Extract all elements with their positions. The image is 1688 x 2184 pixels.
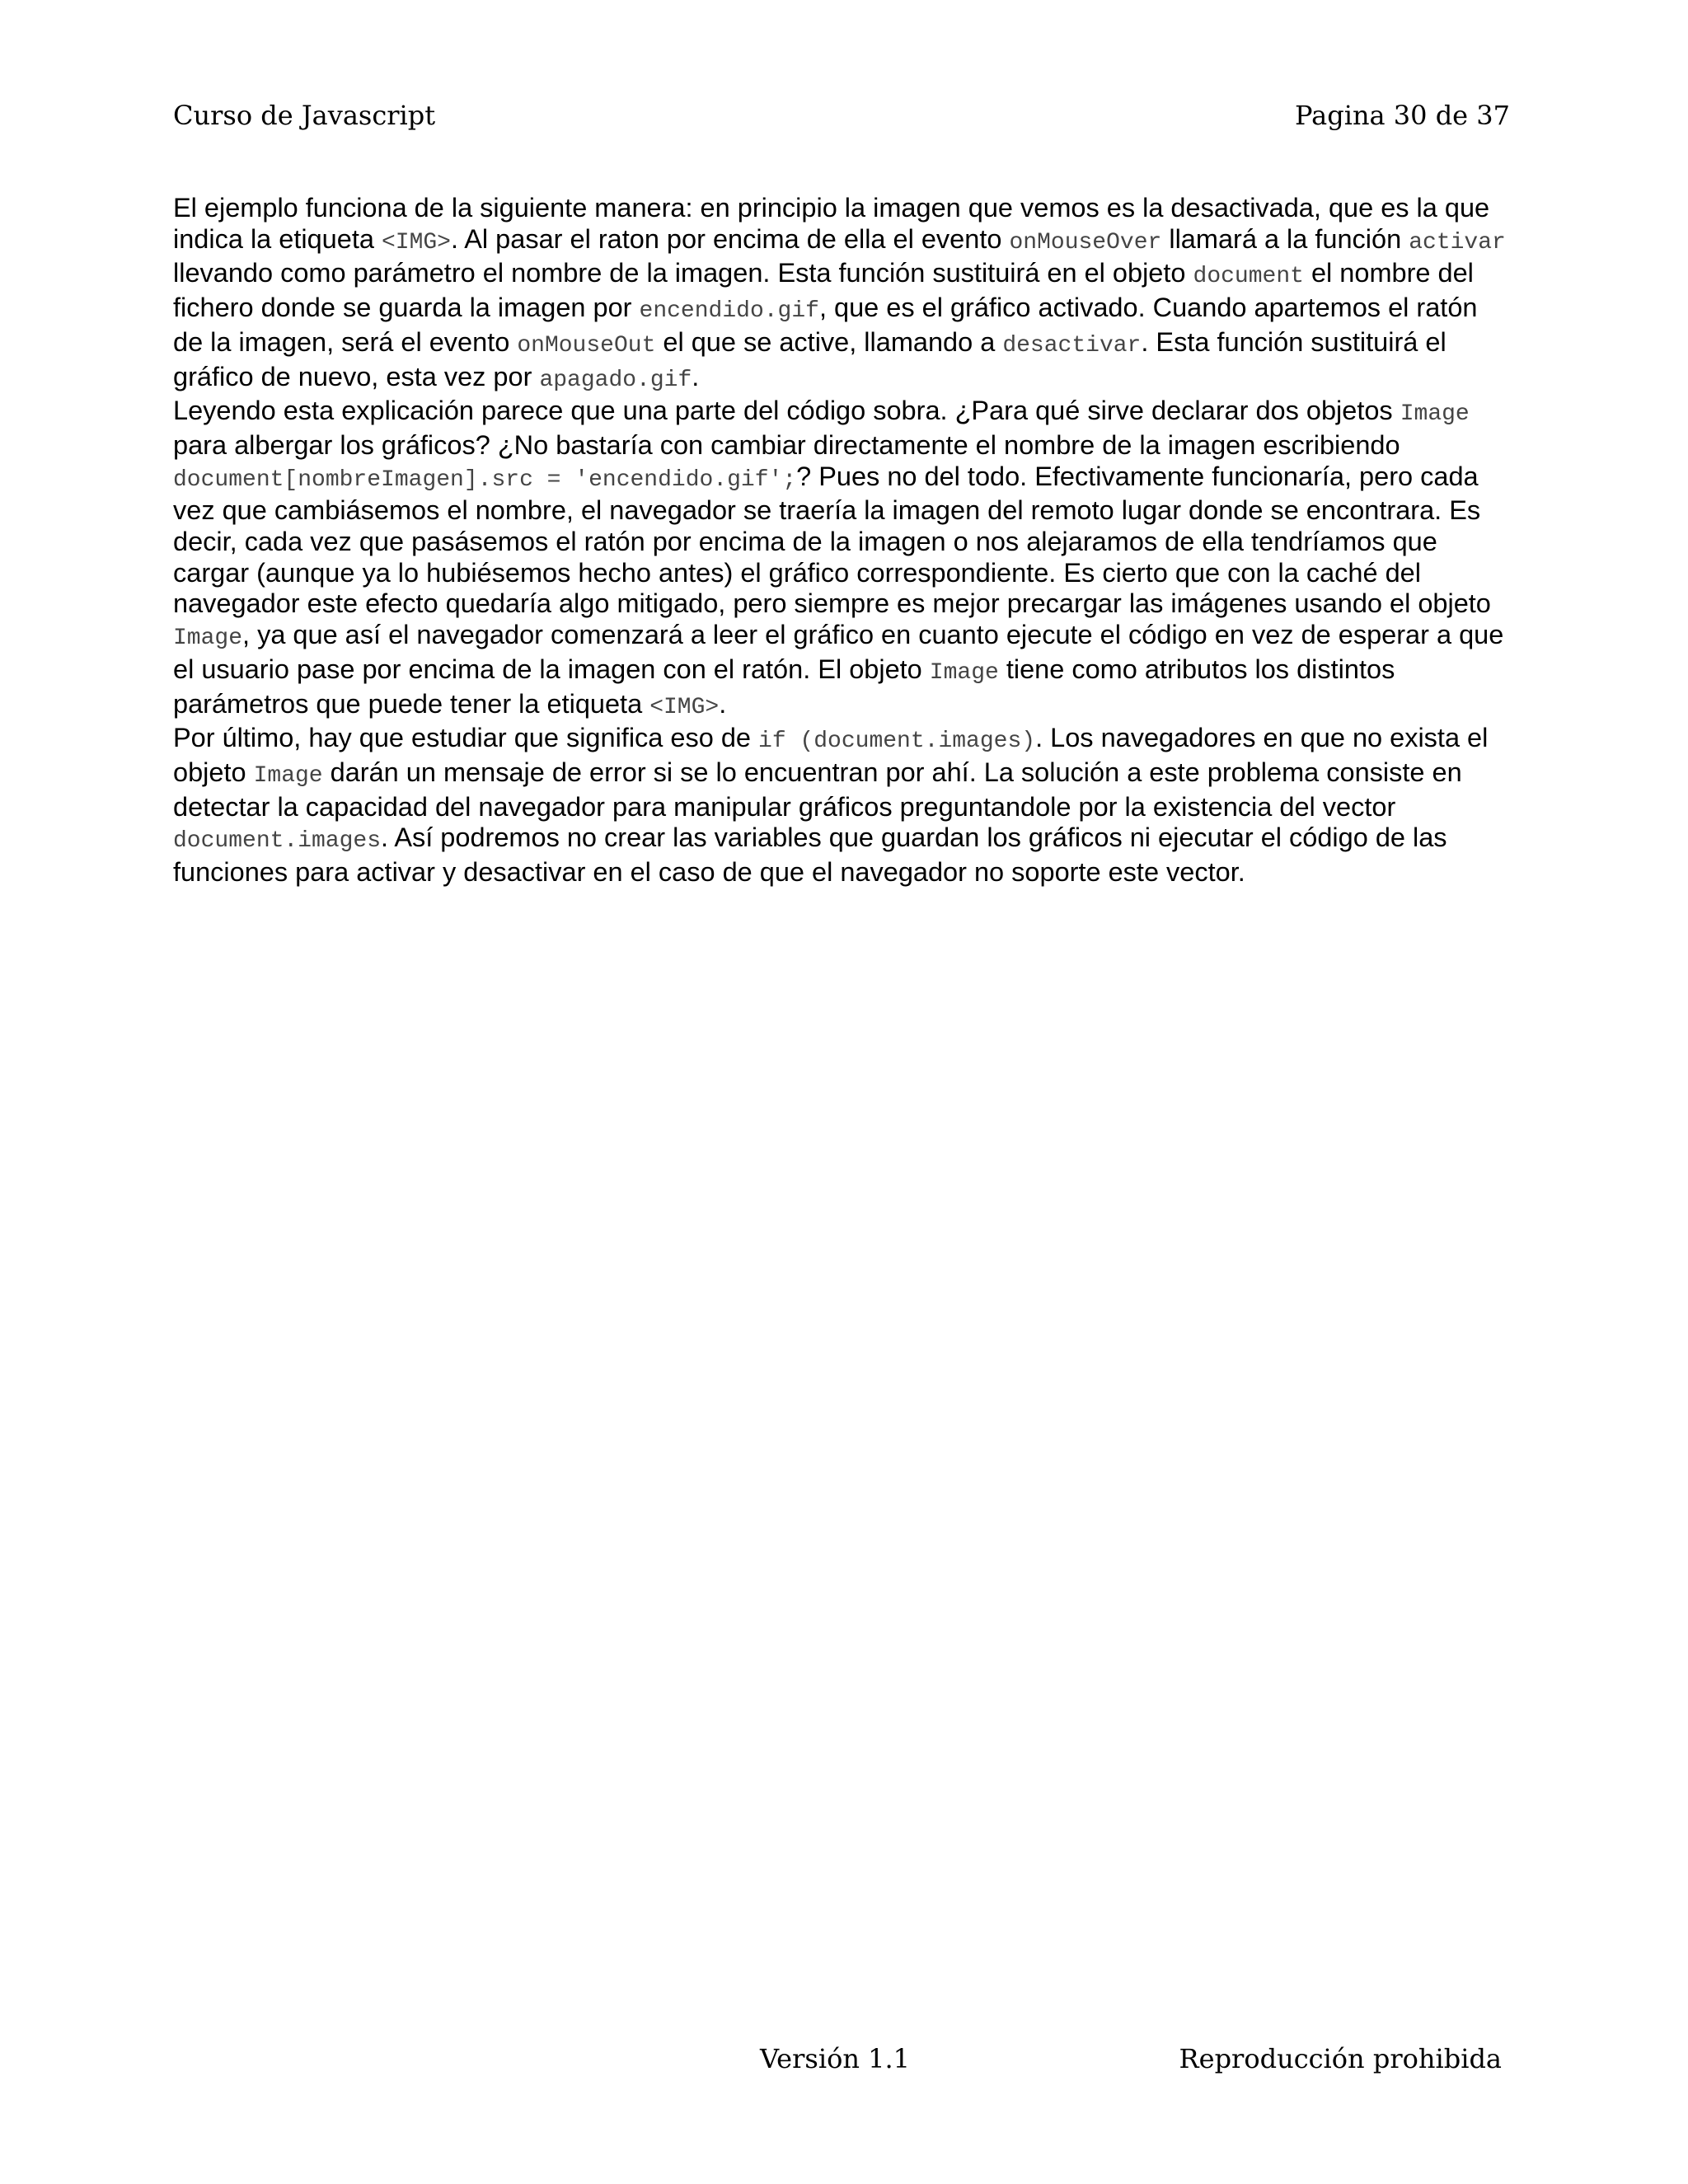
text-run: , ya que así el navegador comenzará a leer el gráfico en cuanto ejecute el código en vez de esperar a que el usuario pase por encima de la imagen con el ratón. El objeto: [173, 620, 1504, 684]
text-run: . Así podremos no crear las variables que guardan los gráficos ni ejecutar el código de las funciones para activar y desactivar en el caso de que el navegador no soporte este vector.: [173, 823, 1447, 888]
text-run: El ejemplo funciona de la siguiente manera: en principio la imagen que vemos es la desactivada, que es la que indica la etiqueta: [173, 193, 1490, 254]
footer-notice: Reproducción prohibida: [1179, 2043, 1502, 2074]
text-run: , que es el gráfico activado. Cuando apartemos el ratón de la imagen, será el evento: [173, 293, 1478, 357]
inline-code: encendido.gif: [639, 298, 819, 325]
text-run: llamará a la función: [1161, 223, 1409, 254]
text-run: . Los navegadores en que no exista el objeto: [173, 723, 1489, 787]
text-run: tiene como atributos los distintos parámetros que puede tener la etiqueta: [173, 654, 1395, 719]
text-run: Leyendo esta explicación parece que una parte del código sobra. ¿Para qué sirve declarar dos objetos: [173, 396, 1400, 426]
text-run: el que se active, llamando a: [655, 326, 1003, 357]
text-run: . Esta función sustituirá el gráfico de nuevo, esta vez por: [173, 326, 1447, 391]
inline-code: desactivar: [1002, 332, 1142, 359]
text-run: Por último, hay que estudiar que significa eso de: [173, 723, 759, 753]
inline-code: <IMG>: [381, 229, 451, 255]
text-run: para albergar los gráficos? ¿No bastaría con cambiar directamente el nombre de la imagen escribiendo: [173, 429, 1400, 460]
text-run: .: [719, 688, 727, 719]
footer-version: Versión 1.1: [760, 2043, 910, 2074]
text-run: . Al pasar el raton por encima de ella el evento: [450, 223, 1010, 254]
inline-code: Image: [173, 626, 243, 652]
paragraph: [173, 723, 1512, 888]
text-run: el nombre del fichero donde se guarda la imagen por: [173, 258, 1474, 323]
text-run: .: [692, 361, 700, 391]
inline-code: onMouseOver: [1009, 229, 1162, 255]
inline-code: onMouseOut: [517, 332, 656, 359]
inline-code: Image: [929, 659, 999, 686]
text-run: darán un mensaje de error si se lo encuentran por ahí. La solución a este problema consiste en detectar la capacidad del navegador para manipular gráficos preguntandole por la existencia del vector: [173, 757, 1462, 822]
inline-code: <IMG>: [649, 694, 720, 720]
header-page-number: Pagina 30 de 37: [1295, 100, 1510, 131]
inline-code: if (document.images): [758, 729, 1036, 755]
inline-code: Image: [253, 762, 323, 789]
inline-code: document: [1193, 264, 1304, 290]
header-course-title: Curso de Javascript: [173, 100, 436, 131]
text-run: ? Pues no del todo. Efectivamente funcionaría, pero cada vez que cambiásemos el nombre, el navegador se traería la imagen del remoto lugar donde se encontrara. Es decir, cada vez que pasásemos el ratón por encima de la imagen o nos alejaramos de ella tendríamos que cargar (aunque ya lo hubiésemos hecho antes) el gráfico correspondiente. Es cierto que con la caché del navegador este efecto quedaría algo mitigado, pero siempre es mejor precargar las imágenes usando el objeto: [173, 461, 1491, 619]
inline-code: activar: [1409, 229, 1506, 255]
paragraph: [173, 193, 1512, 396]
body-text: [173, 193, 1512, 888]
inline-code: apagado.gif: [539, 367, 692, 393]
text-run: llevando como parámetro el nombre de la imagen. Esta función sustituirá en el objeto: [173, 258, 1193, 288]
inline-code: Image: [1400, 401, 1470, 428]
inline-code: document.images: [173, 828, 382, 855]
paragraph: [173, 396, 1512, 723]
inline-code: document[nombreImagen].src = 'encendido.gif';: [173, 466, 797, 493]
